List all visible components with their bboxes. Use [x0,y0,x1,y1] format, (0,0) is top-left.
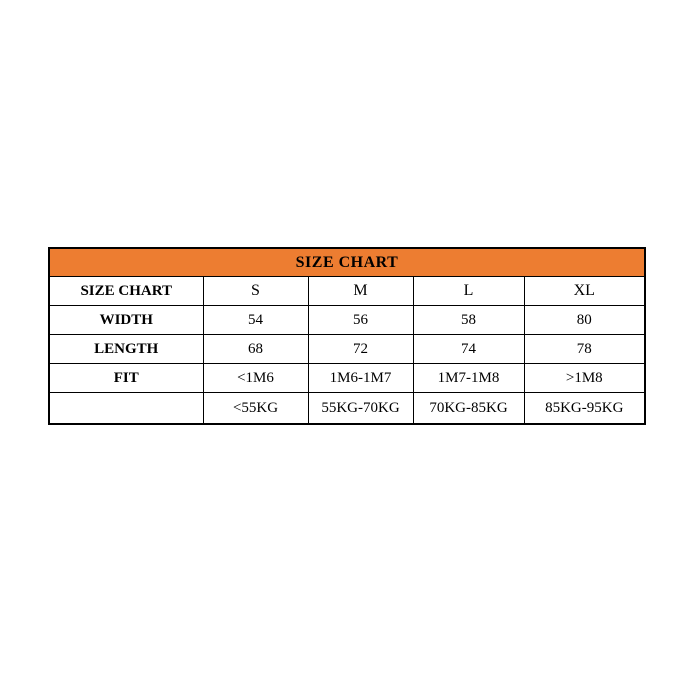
table-row-width [49,306,645,335]
table-cell: 70KG-85KG [413,393,524,425]
table-row-weight [49,393,645,425]
column-header-s: S [203,277,308,306]
table-cell: 58 [413,306,524,335]
table-title: SIZE CHART [49,248,645,277]
table-cell: 1M6-1M7 [308,364,413,393]
table-row-length [49,335,645,364]
table-cell: <55KG [203,393,308,425]
table-cell: 85KG-95KG [524,393,645,425]
row-label-empty [49,393,203,425]
table-cell: <1M6 [203,364,308,393]
table-cell: 1M7-1M8 [413,364,524,393]
table-cell: 68 [203,335,308,364]
row-label-length: LENGTH [49,335,203,364]
column-header-m: M [308,277,413,306]
table-row-fit [49,364,645,393]
table-cell: 55KG-70KG [308,393,413,425]
size-chart-table [48,247,646,425]
column-header-xl: XL [524,277,645,306]
table-cell: 80 [524,306,645,335]
table-cell: >1M8 [524,364,645,393]
size-chart-container [48,247,646,425]
column-header-l: L [413,277,524,306]
row-label-width: WIDTH [49,306,203,335]
table-cell: 72 [308,335,413,364]
column-header-label: SIZE CHART [49,277,203,306]
table-cell: 56 [308,306,413,335]
table-cell: 74 [413,335,524,364]
table-title-row [49,248,645,277]
table-cell: 78 [524,335,645,364]
table-cell: 54 [203,306,308,335]
table-header-row [49,277,645,306]
row-label-fit: FIT [49,364,203,393]
